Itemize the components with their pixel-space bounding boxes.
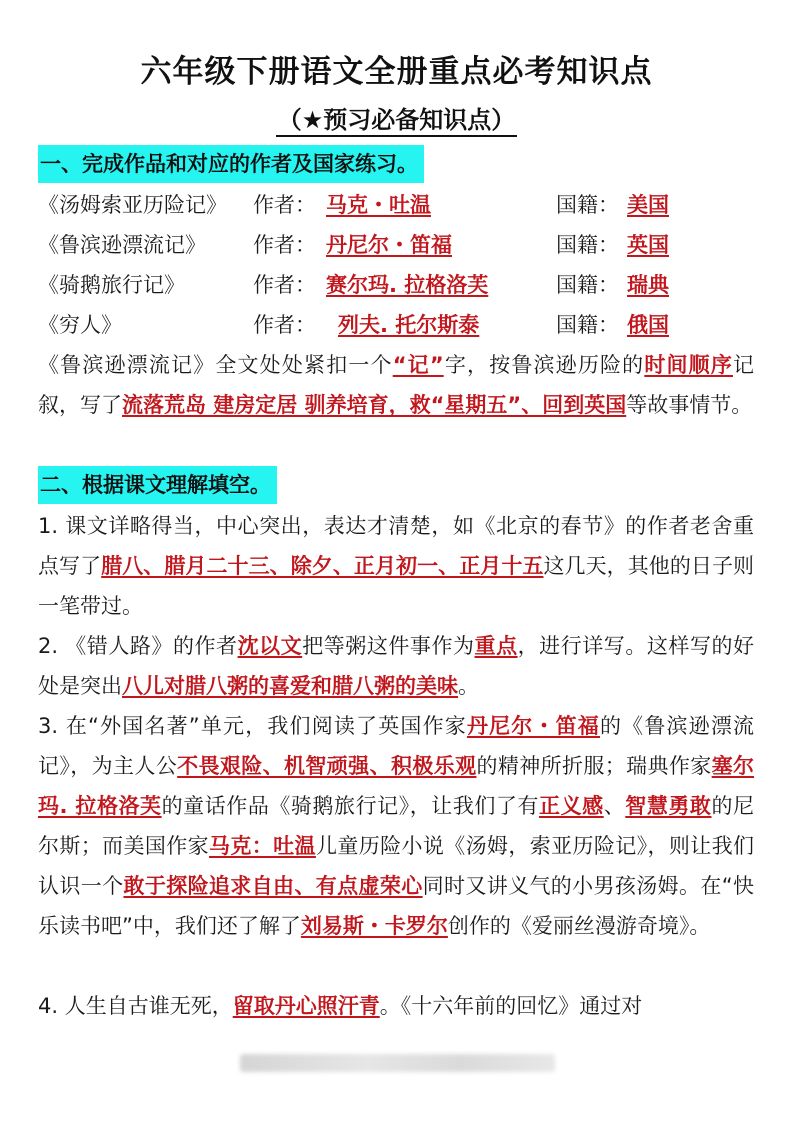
body-text: 儿童历险小说《汤姆，索亚历险记》，则让我们认识一个	[38, 834, 755, 898]
body-text: 同时又讲义气的小男孩汤姆。在“快乐读书吧”中，我们还了解了	[38, 874, 754, 938]
body-text: 2. 《错人路》的作者	[38, 634, 238, 658]
author-answer: 丹尼尔・笛福	[326, 233, 452, 257]
work-row	[38, 187, 758, 223]
answer-text: 马克：吐温	[209, 834, 316, 858]
answer-text: 智慧勇敢	[625, 794, 712, 818]
answer-text: “记”	[392, 353, 444, 377]
nation-answer: 俄国	[627, 313, 669, 337]
body-text: 。《十六年前的回忆》通过对	[379, 994, 643, 1018]
author-answer: 列夫. 托尔斯泰	[338, 313, 480, 337]
work-row	[38, 307, 758, 343]
book-title: 《骑鹅旅行记》	[38, 273, 185, 297]
author-answer: 马克・吐温	[326, 193, 431, 217]
body-text: 3. 在“外国名著”单元，我们阅读了英国作家	[38, 714, 467, 738]
nation-answer: 瑞典	[627, 273, 669, 297]
book-title: 《穷人》	[38, 313, 122, 337]
body-text: 的尼尔斯；而美国作家	[38, 794, 755, 858]
answer-text: 重点	[474, 634, 518, 658]
answer-text: 丹尼尔・笛福	[466, 714, 600, 738]
answer-text: 敢于探险追求自由、有点虚荣心	[123, 874, 423, 898]
body-text: 的精神所折服；瑞典作家	[476, 754, 712, 778]
body-text: 4. 人生自古谁无死，	[38, 994, 233, 1018]
answer-text: 流落荒岛 建房定居 驯养培育，救“星期五”、回到英国	[122, 393, 627, 417]
author-answer: 赛尔玛. 拉格洛芙	[326, 273, 489, 297]
author-label: 作者：	[253, 273, 316, 297]
body-text: 的《鲁滨逊漂流记》，为主人公	[38, 714, 755, 778]
summary-paragraph	[38, 345, 754, 425]
answer-text: 腊八、腊月二十三、除夕、正月初一、正月十五	[101, 554, 544, 578]
nation-label: 国籍：	[556, 313, 619, 337]
body-text: 《鲁滨逊漂流记》全文处处紧扣一个	[38, 353, 393, 377]
nation-label: 国籍：	[556, 233, 619, 257]
section-heading-1: 一、完成作品和对应的作者及国家练习。	[38, 145, 424, 183]
book-title: 《鲁滨逊漂流记》	[38, 233, 206, 257]
body-text: ，进行详写。这样写的好处是突出	[38, 634, 755, 698]
section-heading-2: 二、根据课文理解填空。	[38, 466, 277, 504]
body-text: 创作的《爱丽丝漫游奇境》。	[447, 914, 711, 938]
nation-answer: 英国	[627, 233, 669, 257]
answer-text: 塞尔玛. 拉格洛芙	[38, 754, 755, 818]
answer-text: 正义感	[539, 794, 604, 818]
body-text: 这几天，其他的日子则一笔带过。	[38, 554, 755, 618]
answer-text: 时间顺序	[644, 353, 734, 377]
answer-text: 留取丹心照汗青	[232, 994, 380, 1018]
author-label: 作者：	[253, 233, 316, 257]
answer-text: 沈以文	[237, 634, 303, 658]
author-label: 作者：	[253, 313, 316, 337]
nation-label: 国籍：	[556, 193, 619, 217]
item-1-paragraph	[38, 506, 754, 626]
body-text: 记叙，写了	[38, 353, 755, 417]
answer-text: 不畏艰险、机智顽强、积极乐观	[177, 754, 477, 778]
body-text: 等故事情节。	[626, 393, 753, 417]
answer-text: 八儿对腊八粥的喜爱和腊八粥的美味	[122, 674, 458, 698]
work-row	[38, 227, 758, 263]
page-subtitle: （★预习必备知识点）	[0, 100, 793, 135]
page-title: 六年级下册语文全册重点必考知识点	[140, 54, 653, 90]
author-label: 作者：	[253, 193, 316, 217]
nation-answer: 美国	[627, 193, 669, 217]
book-title: 《汤姆索亚历险记》	[38, 193, 227, 217]
body-text: 字，按鲁滨逊历险的	[443, 353, 645, 377]
work-row	[38, 267, 758, 303]
answer-text: 刘易斯・卡罗尔	[300, 914, 448, 938]
item-2-paragraph	[38, 626, 754, 706]
item-3-paragraph	[38, 706, 754, 946]
body-text: 1. 课文详略得当，中心突出，表达才清楚，如《北京的春节》的作者老舍重点写了	[38, 514, 754, 578]
blurred-watermark	[240, 1054, 555, 1072]
body-text: 。	[458, 674, 479, 698]
body-text: 的童话作品《骑鹅旅行记》，让我们了有	[161, 794, 540, 818]
body-text: 把等粥这件事作为	[302, 634, 475, 658]
body-text: 、	[603, 794, 626, 818]
item-4-paragraph	[38, 986, 754, 1026]
nation-label: 国籍：	[556, 273, 619, 297]
